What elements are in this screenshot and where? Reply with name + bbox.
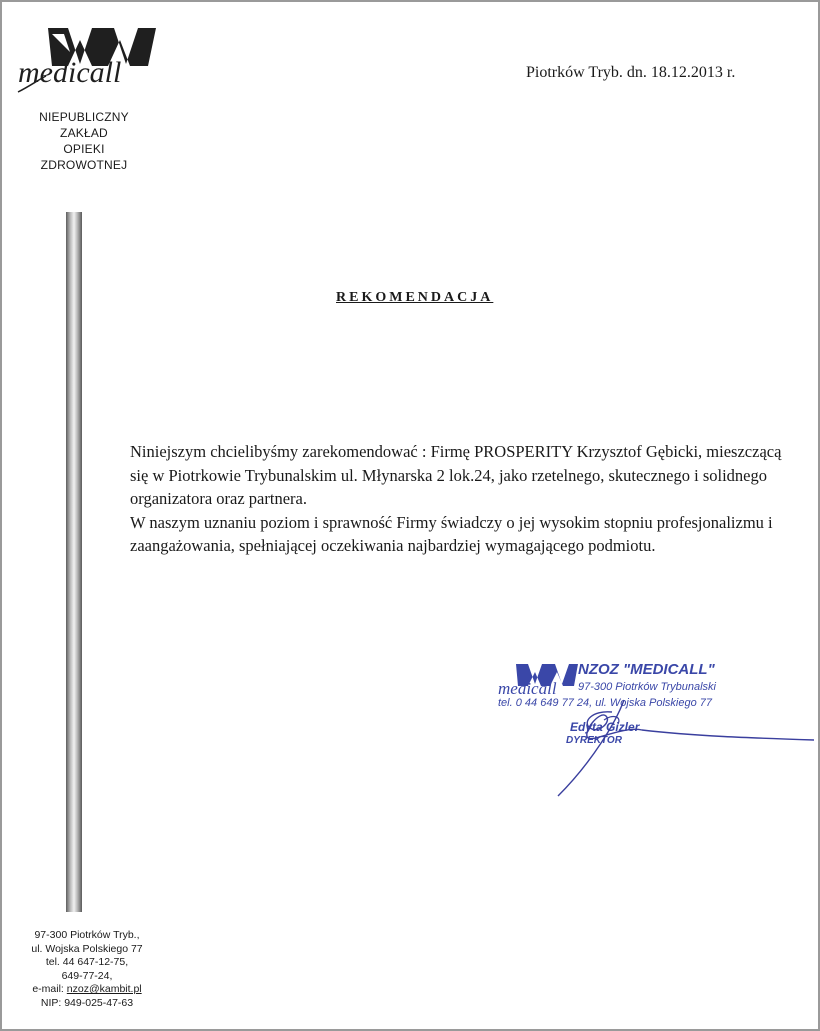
footer-contact [12, 929, 162, 1011]
footer-email-link[interactable]: nzoz@kambit.pl [66, 983, 142, 996]
stamp-name: NZOZ "MEDICALL" [578, 661, 715, 678]
decorative-pillar [66, 212, 82, 912]
footer-email [12, 983, 162, 997]
footer-tel-1: tel. 44 647-12-75, [45, 956, 129, 969]
footer-nip: NIP: 949-025-47-63 [40, 996, 134, 1009]
handwritten-signature [552, 692, 814, 800]
org-line-1: NIEPUBLICZNY [39, 110, 129, 124]
org-line-3: OPIEKI [63, 142, 105, 156]
footer-address-2: ul. Wojska Polskiego 77 [31, 942, 143, 955]
footer-email-label: e-mail: [32, 983, 67, 996]
stamp-role: DYREKTOR [566, 735, 622, 746]
stamp-logo-text: medicall [498, 679, 557, 698]
document-date: Piotrków Tryb. dn. 18.12.2013 r. [526, 64, 736, 81]
document-title: REKOMENDACJA [336, 290, 494, 305]
stamp-telephone: tel. 0 44 649 77 24, ul. Wojska Polskiego 77 [498, 697, 713, 709]
medicall-logo [16, 20, 156, 102]
footer-address-1: 97-300 Piotrków Tryb., [34, 929, 140, 941]
org-line-4: ZDROWOTNEJ [40, 158, 128, 172]
org-line-2: ZAKŁAD [60, 126, 108, 140]
logo-text: medicall [18, 56, 122, 89]
document-body [130, 440, 782, 558]
stamp-address: 97-300 Piotrków Trybunalski [578, 681, 716, 693]
organization-name [34, 109, 134, 173]
footer-tel-2: 649-77-24, [61, 969, 113, 982]
stamp-person: Edyta Gizler [570, 720, 640, 734]
body-paragraph-2: W naszym uznaniu poziom i sprawność Firmy świadczy o jej wysokim stopniu profesjonalizmu i zaangażowania, spełniającej oczekiwania najbardziej wymagającego podmiotu. [130, 512, 773, 555]
body-paragraph-1: Niniejszym chcielibyśmy zarekomendować : Firmę PROSPERITY Krzysztof Gębicki, mieszczącą się w Piotrkowie Trybunalskim ul. Młynarska 2 lok.24, jako rzetelnego, skutecznego i solidnego organizatora oraz partnera. [130, 442, 782, 508]
